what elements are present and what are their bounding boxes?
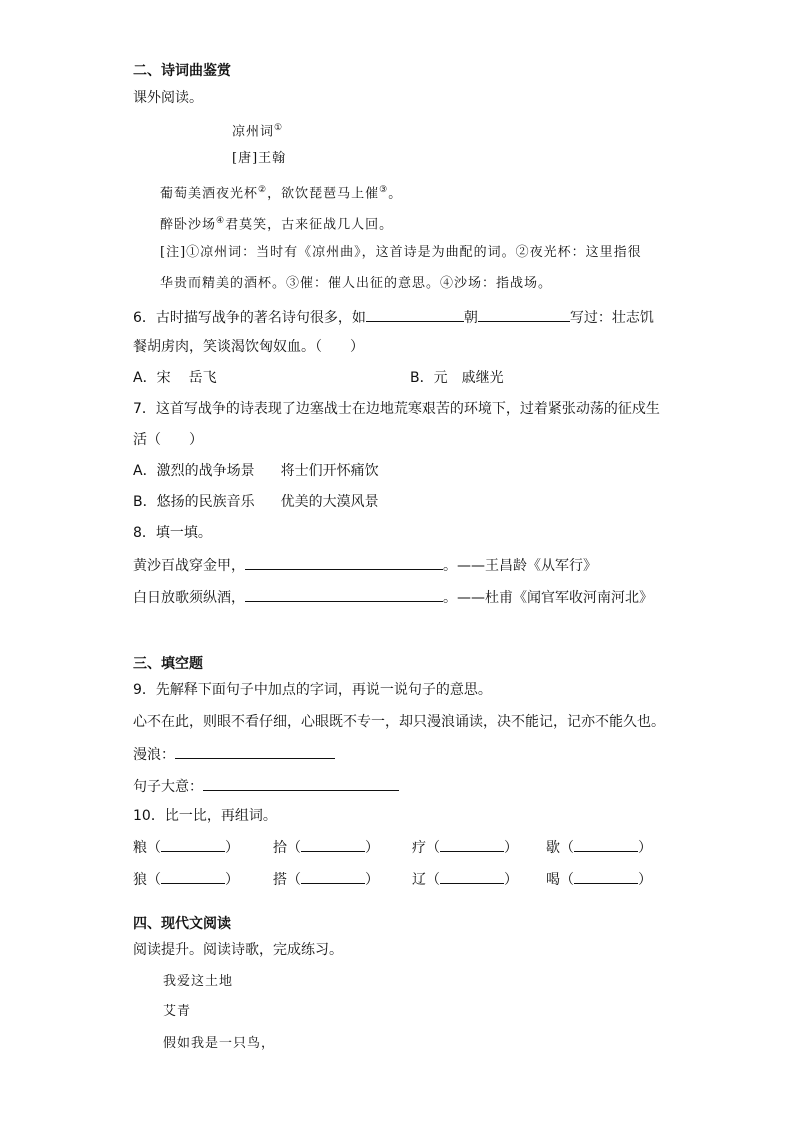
answer-blank[interactable] (440, 837, 504, 852)
poem-line-2: 醉卧沙场④君莫笑，古来征战几人回。 (160, 216, 394, 233)
question-6-line-1: 6．古时描写战争的著名诗句很多，如 朝 写过：壮志饥 (133, 307, 654, 328)
footnote-marker: ① (274, 123, 284, 133)
poem-author: 艾青 (163, 1004, 192, 1019)
question-9: 9．先解释下面句子中加点的字词，再说一说句子的意思。 (133, 682, 492, 698)
answer-blank[interactable] (574, 837, 638, 852)
answer-blank[interactable] (440, 869, 504, 884)
answer-blank[interactable] (175, 744, 335, 759)
answer-blank[interactable] (203, 776, 399, 791)
question-7-line-1: 7．这首写战争的诗表现了边塞战士在边地荒寒艰苦的环境下，过着紧张动荡的征戍生 (133, 401, 660, 417)
fill-line-1: 黄沙百战穿金甲， 。——王昌龄《从军行》 (133, 555, 597, 576)
option-a[interactable]: A．激烈的战争场景 将士们开怀痛饮 (133, 463, 379, 479)
word-item: 搭（ ） (273, 869, 379, 890)
poem-line-1: 假如我是一只鸟， (163, 1036, 276, 1051)
fill-line-2: 白日放歌须纵酒， 。——杜甫《闻官军收河南河北》 (133, 587, 653, 608)
question-8: 8．填一填。 (133, 525, 212, 541)
section-heading-4: 四、现代文阅读 (133, 916, 231, 932)
answer-blank[interactable] (574, 869, 638, 884)
word-item: 疗（ ） (412, 837, 518, 858)
poem-line-1: 葡萄美酒夜光杯②，欲饮琵琶马上催③。 (160, 185, 403, 202)
answer-blank[interactable] (161, 869, 225, 884)
section-heading-3: 三、填空题 (133, 656, 203, 672)
answer-blank[interactable] (366, 307, 464, 322)
section-intro: 阅读提升。阅读诗歌，完成练习。 (133, 942, 343, 958)
option-b[interactable]: B．元 戚继光 (410, 370, 504, 386)
word-explanation-line: 漫浪： (133, 744, 335, 765)
poem-annotation-1: [注]①凉州词：当时有《凉州曲》，这首诗是为曲配的词。②夜光杯：这里指很 (160, 245, 642, 260)
poem-author: [唐]王翰 (232, 151, 287, 166)
answer-blank[interactable] (301, 837, 365, 852)
answer-blank[interactable] (161, 837, 225, 852)
question-6-line-2: 餐胡虏肉，笑谈渴饮匈奴血。（ ） (133, 339, 364, 355)
sentence-meaning-line: 句子大意： (133, 776, 399, 797)
poem-annotation-2: 华贵而精美的酒杯。③催：催人出征的意思。④沙场：指战场。 (160, 276, 553, 291)
question-7-line-2: 活（ ） (133, 432, 203, 448)
answer-blank[interactable] (245, 555, 443, 570)
option-a[interactable]: A．宋 岳飞 (133, 370, 217, 386)
section-heading-2: 二、诗词曲鉴赏 (133, 63, 231, 79)
answer-blank[interactable] (245, 587, 443, 602)
poem-title: 我爱这土地 (163, 974, 234, 989)
word-item: 辽（ ） (412, 869, 518, 890)
answer-blank[interactable] (478, 307, 570, 322)
word-item: 拾（ ） (273, 837, 379, 858)
question-10: 10．比一比，再组词。 (133, 808, 277, 824)
source-sentence: 心不在此，则眼不看仔细，心眼既不专一，却只漫浪诵读，决不能记，记亦不能久也。 (133, 714, 665, 730)
word-item: 喝（ ） (546, 869, 652, 890)
word-item: 粮（ ） (133, 837, 239, 858)
word-item: 歇（ ） (546, 837, 652, 858)
answer-blank[interactable] (301, 869, 365, 884)
option-b[interactable]: B．悠扬的民族音乐 优美的大漠风景 (133, 494, 379, 510)
poem-title: 凉州词① (232, 123, 284, 140)
section-intro: 课外阅读。 (133, 90, 203, 106)
word-item: 狼（ ） (133, 869, 239, 890)
